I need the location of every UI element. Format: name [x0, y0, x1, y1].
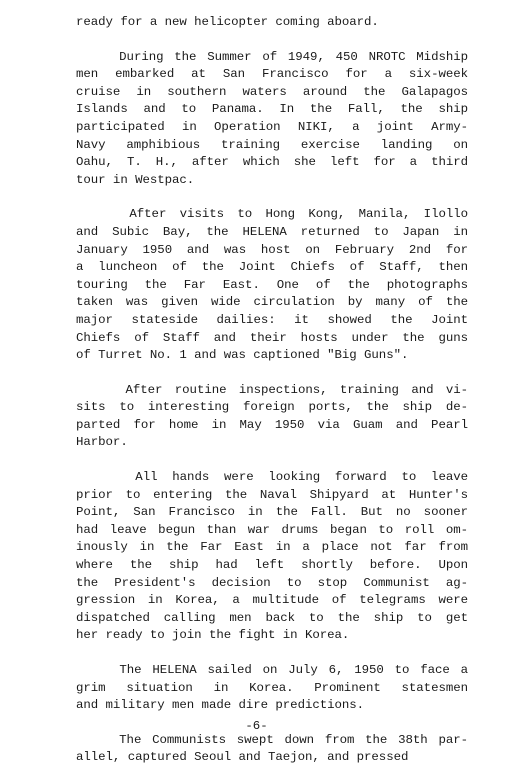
text-line: touring the Far East. One of the photographs [76, 277, 468, 292]
text-line: Oahu, T. H., after which she left for a third [76, 155, 468, 170]
text-line: inously in the Far East in a place not far from [76, 540, 468, 555]
text-line: sits to interesting foreign ports, the ship de- [76, 400, 468, 415]
text-line: Point, San Francisco in the Fall. But no sooner [76, 505, 468, 520]
text-line: the President's decision to stop Communist ag- [76, 575, 468, 590]
text-line: men embarked at San Francisco for a six-week [76, 67, 468, 82]
text-line: allel, captured Seoul and Taejon, and pressed [76, 750, 409, 765]
text-line: After routine inspections, training and vi- [76, 382, 468, 397]
text-line: All hands were looking forward to leave [76, 470, 468, 485]
text-line: where the ship had left shortly before. Upon [76, 558, 468, 573]
document-page [76, 14, 468, 767]
text-line: During the Summer of 1949, 450 NROTC Midship [76, 49, 468, 64]
paragraph [76, 49, 468, 190]
text-line: Harbor. [76, 435, 128, 450]
paragraph [76, 469, 468, 645]
text-line: had leave begun than war drums began to roll om- [76, 522, 468, 537]
text-line: grim situation in Korea. Prominent statesmen [76, 680, 468, 695]
paragraph [76, 206, 468, 364]
page-number: -6- [245, 719, 268, 733]
text-line: The Communists swept down from the 38th par- [76, 732, 468, 747]
text-line: tour in Westpac. [76, 172, 195, 187]
text-line: prior to entering the Naval Shipyard at Hunter's [76, 487, 468, 502]
text-line: dispatched calling men back to the ship to get [76, 610, 468, 625]
text-line: a luncheon of the Joint Chiefs of Staff, then [76, 260, 468, 275]
text-line: major stateside dailies: it showed the Joint [76, 312, 468, 327]
text-line: ready for a new helicopter coming aboard. [76, 15, 379, 29]
text-line: After visits to Hong Kong, Manila, Ilollo [76, 207, 468, 222]
text-line: gression in Korea, a multitude of telegrams were [76, 593, 468, 608]
text-line: Islands and to Panama. In the Fall, the ship [76, 102, 468, 117]
paragraph [76, 662, 468, 715]
text-line: and Subic Bay, the HELENA returned to Japan in [76, 224, 468, 239]
text-line: her ready to join the fight in Korea. [76, 628, 350, 643]
text-line: participated in Operation NIKI, a joint Army- [76, 119, 468, 134]
text-line: The HELENA sailed on July 6, 1950 to face a [76, 663, 468, 677]
paragraph [76, 14, 468, 32]
text-line: taken was given wide circulation by many of the [76, 295, 468, 310]
text-line: cruise in southern waters around the Galapagos [76, 84, 468, 99]
text-line: parted for home in May 1950 via Guam and Pearl [76, 417, 468, 432]
text-line: Navy amphibious training exercise landing on [76, 137, 468, 152]
text-line: Chiefs of Staff and their hosts under the guns [76, 330, 468, 345]
paragraph [76, 382, 468, 452]
text-line: and military men made dire predictions. [76, 698, 365, 713]
text-line: of Turret No. 1 and was captioned "Big Guns". [76, 348, 409, 363]
text-line: January 1950 and was host on February 2nd for [76, 242, 468, 257]
paragraph [76, 732, 468, 767]
